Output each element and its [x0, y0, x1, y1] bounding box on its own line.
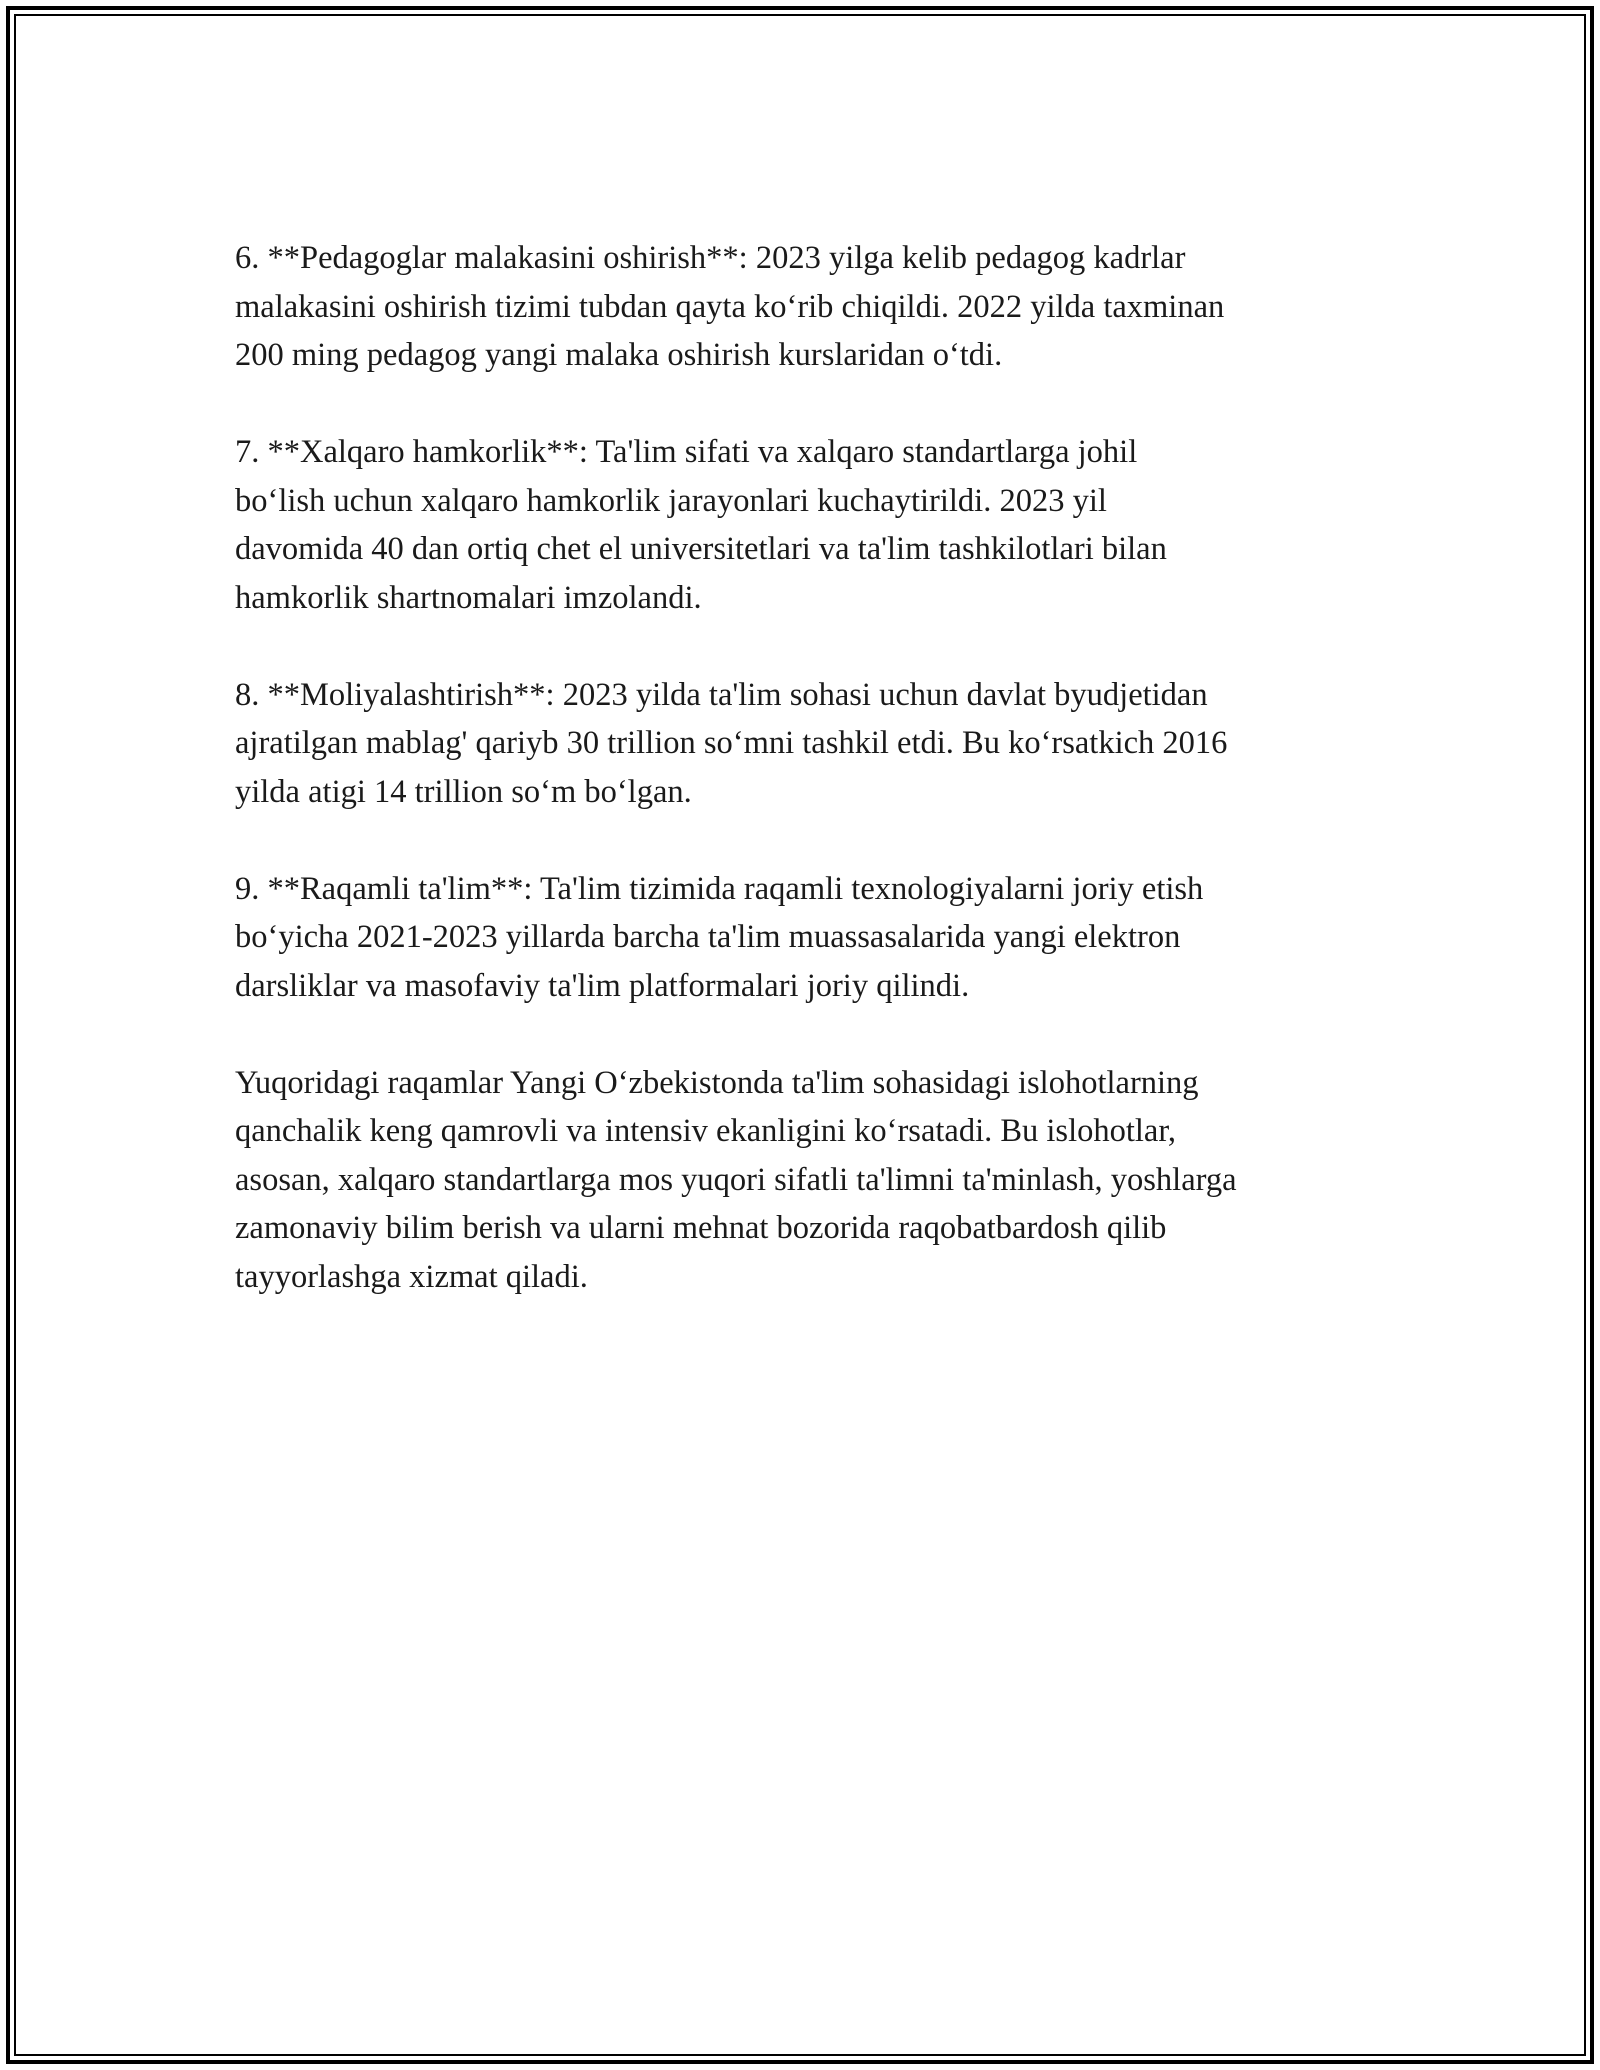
text-line: darsliklar va masofaviy ta'lim platformalari joriy qilindi.	[235, 967, 970, 1004]
text-line: malakasini oshirish tizimi tubdan qayta koʻrib chiqildi. 2022 yilda taxminan	[235, 288, 1225, 325]
text-line: 6. **Pedagoglar malakasini oshirish**: 2023 yilga kelib pedagog kadrlar	[235, 240, 1186, 276]
text-line: qanchalik keng qamrovli va intensiv ekanligini koʻrsatadi. Bu islohotlar,	[235, 1113, 1176, 1149]
text-line: boʻlish uchun xalqaro hamkorlik jarayonlari kuchaytirildi. 2023 yil	[235, 482, 1107, 519]
text-line: 200 ming pedagog yangi malaka oshirish kurslaridan oʻtdi.	[235, 337, 1003, 373]
text-line: 7. **Xalqaro hamkorlik**: Ta'lim sifati va xalqaro standartlarga johil	[235, 434, 1138, 470]
paragraph-item-7	[235, 428, 1385, 622]
paragraph-item-6	[235, 234, 1385, 380]
text-line: tayyorlashga xizmat qiladi.	[235, 1258, 588, 1295]
text-line: 8. **Moliyalashtirish**: 2023 yilda ta'lim sohasi uchun davlat byudjetidan	[235, 676, 1208, 713]
text-line: zamonaviy bilim berish va ularni mehnat bozorida raqobatbardosh qilib	[235, 1210, 1167, 1246]
text-line: hamkorlik shartnomalari imzolandi.	[235, 579, 702, 616]
paragraph-conclusion	[235, 1059, 1385, 1302]
text-line: asosan, xalqaro standartlarga mos yuqori sifatli ta'limni ta'minlash, yoshlarga	[235, 1161, 1237, 1198]
text-line: 9. **Raqamli ta'lim**: Ta'lim tizimida raqamli texnologiyalarni joriy etish	[235, 870, 1204, 907]
paragraph-item-9	[235, 865, 1385, 1011]
document-body	[235, 234, 1385, 1350]
paragraph-item-8	[235, 671, 1385, 817]
text-line: davomida 40 dan ortiq chet el universitetlari va ta'lim tashkilotlari bilan	[235, 531, 1167, 567]
text-line: Yuqoridagi raqamlar Yangi Oʻzbekistonda ta'lim sohasidagi islohotlarning	[235, 1064, 1199, 1101]
text-line: boʻyicha 2021-2023 yillarda barcha ta'lim muassasalarida yangi elektron	[235, 919, 1181, 955]
text-line: ajratilgan mablag' qariyb 30 trillion soʻmni tashkil etdi. Bu koʻrsatkich 2016	[235, 725, 1228, 761]
text-line: yilda atigi 14 trillion soʻm boʻlgan.	[235, 773, 692, 810]
